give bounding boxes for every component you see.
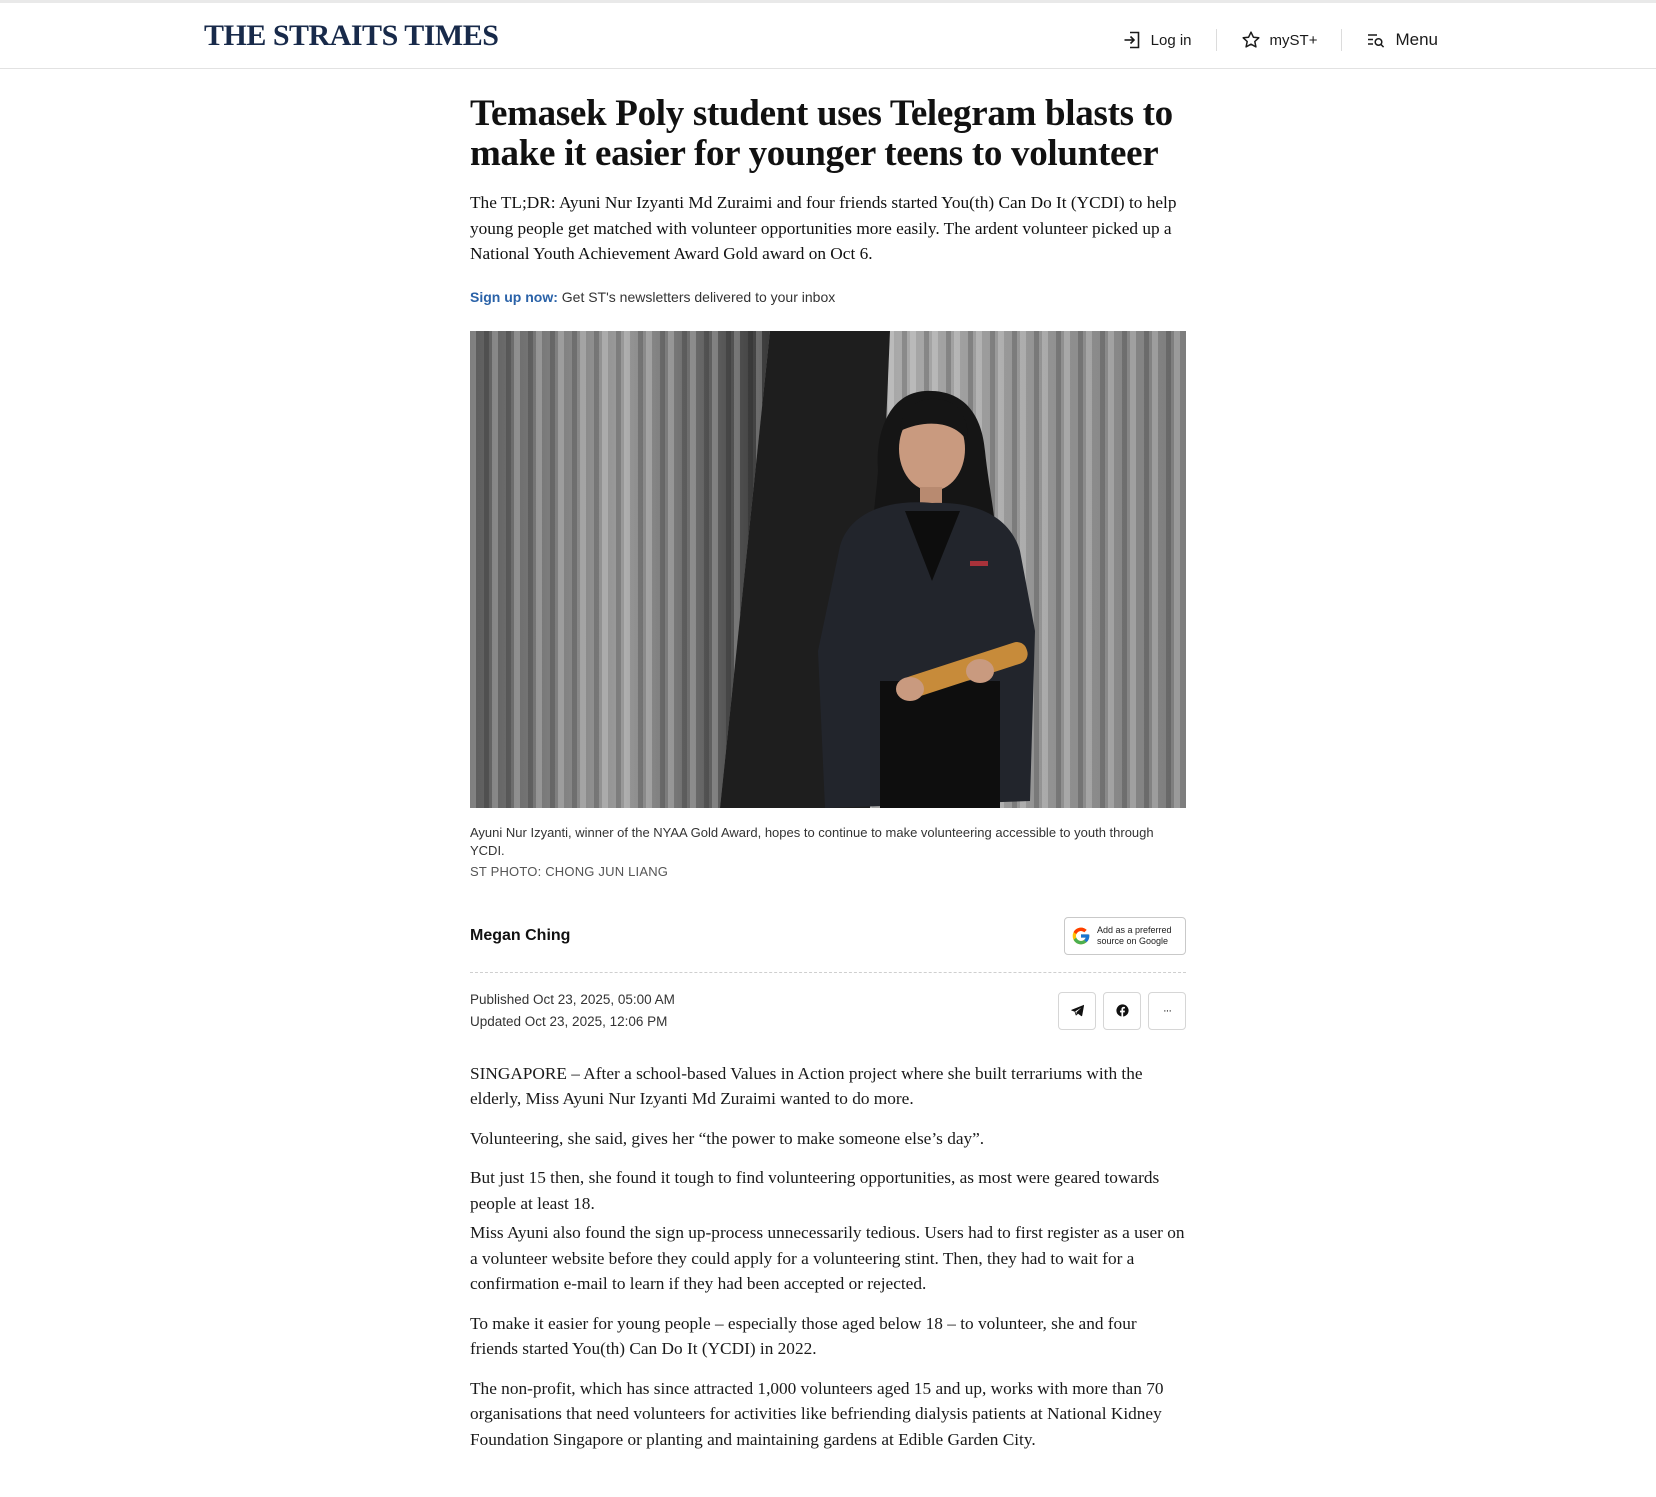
hero-photo[interactable] [470, 331, 1186, 808]
menu-button[interactable] [1366, 30, 1438, 50]
body-paragraph: To make it easier for young people – especially those aged below 18 – to volunteer, she and four friends started You(th) Can Do It (YCDI) in 2022. [470, 1313, 1137, 1358]
hero-figure [470, 331, 1186, 879]
published-date: Published Oct 23, 2025, 05:00 AM [470, 991, 675, 1007]
byline-row [470, 917, 1186, 973]
header-nav [1122, 24, 1438, 56]
google-preferred-source-button[interactable] [1064, 917, 1186, 955]
google-button-text [1097, 925, 1172, 947]
login-button[interactable] [1122, 30, 1192, 50]
image-caption: Ayuni Nur Izyanti, winner of the NYAA Gold Award, hopes to continue to make volunteering accessible to youth through YCDI. [470, 824, 1154, 858]
share-buttons [1058, 992, 1186, 1030]
google-button-line1: Add as a preferred [1097, 924, 1172, 935]
star-icon [1241, 30, 1261, 50]
login-label: Log in [1150, 31, 1192, 49]
article [470, 94, 1186, 1466]
body-paragraph: But just 15 then, she found it tough to find volunteering opportunities, as most were geared towards people at least 18. [470, 1168, 1160, 1213]
body-paragraph: Miss Ayuni also found the sign up-process unnecessarily tedious. Users had to first register as a user on a volunteer website before they could apply for a volunteering stint. Then, they had to wait for a confirmation e-mail to learn if they had been accepted or rejected. [470, 1223, 1185, 1293]
google-g-icon [1071, 926, 1091, 946]
body-paragraph: SINGAPORE – After a school-based Values in Action project where she built terrariums with the elderly, Miss Ayuni Nur Izyanti Md Zuraimi wanted to do more. [470, 1063, 1143, 1108]
newsletter-signup [470, 289, 1186, 305]
body-paragraph: The non-profit, which has since attracted 1,000 volunteers aged 15 and up, works with more than 70 organisations that need volunteers for activities like befriending dialysis patients at National Kidney Foundation Singapore or planting and maintaining gardens at Edible Garden City. [470, 1378, 1164, 1449]
menu-label: Menu [1395, 30, 1438, 49]
more-share-button[interactable] [1148, 992, 1186, 1030]
meta-row [470, 989, 1186, 1033]
signup-text: Get ST's newsletters delivered to your inbox [557, 288, 836, 305]
telegram-share-button[interactable] [1058, 992, 1096, 1030]
site-header [0, 3, 1656, 69]
article-body [470, 1061, 1186, 1453]
image-credit: ST PHOTO: CHONG JUN LIANG [470, 863, 669, 879]
author-name[interactable]: Megan Ching [470, 926, 571, 944]
article-dates [470, 989, 675, 1033]
more-dots-icon: ··· [1163, 1004, 1171, 1017]
nav-divider [1216, 29, 1217, 51]
hero-photo-illustration [470, 331, 1186, 808]
login-icon [1122, 30, 1142, 50]
telegram-icon [1071, 1004, 1084, 1017]
article-standfirst: The TL;DR: Ayuni Nur Izyanti Md Zuraimi and four friends started You(th) Can Do It (YCDI) to help young people get matched with volunteer opportunities more easily. The ardent volunteer picked up a National Youth Achievement Award Gold award on Oct 6. [470, 193, 1177, 263]
myst-label: myST+ [1269, 31, 1318, 49]
signup-link[interactable]: Sign up now: [470, 288, 558, 305]
google-button-line2: source on Google [1097, 935, 1169, 946]
nav-divider [1341, 29, 1342, 51]
facebook-icon [1116, 1004, 1129, 1017]
updated-date: Updated Oct 23, 2025, 12:06 PM [470, 1013, 668, 1029]
site-logo[interactable]: THE STRAITS TIMES [204, 19, 499, 52]
article-headline: Temasek Poly student uses Telegram blasts to make it easier for younger teens to volunteer [470, 93, 1173, 174]
facebook-share-button[interactable] [1103, 992, 1141, 1030]
menu-search-icon [1366, 30, 1386, 50]
myst-button[interactable] [1241, 30, 1318, 50]
body-paragraph: Volunteering, she said, gives her “the power to make someone else’s day”. [470, 1128, 985, 1148]
